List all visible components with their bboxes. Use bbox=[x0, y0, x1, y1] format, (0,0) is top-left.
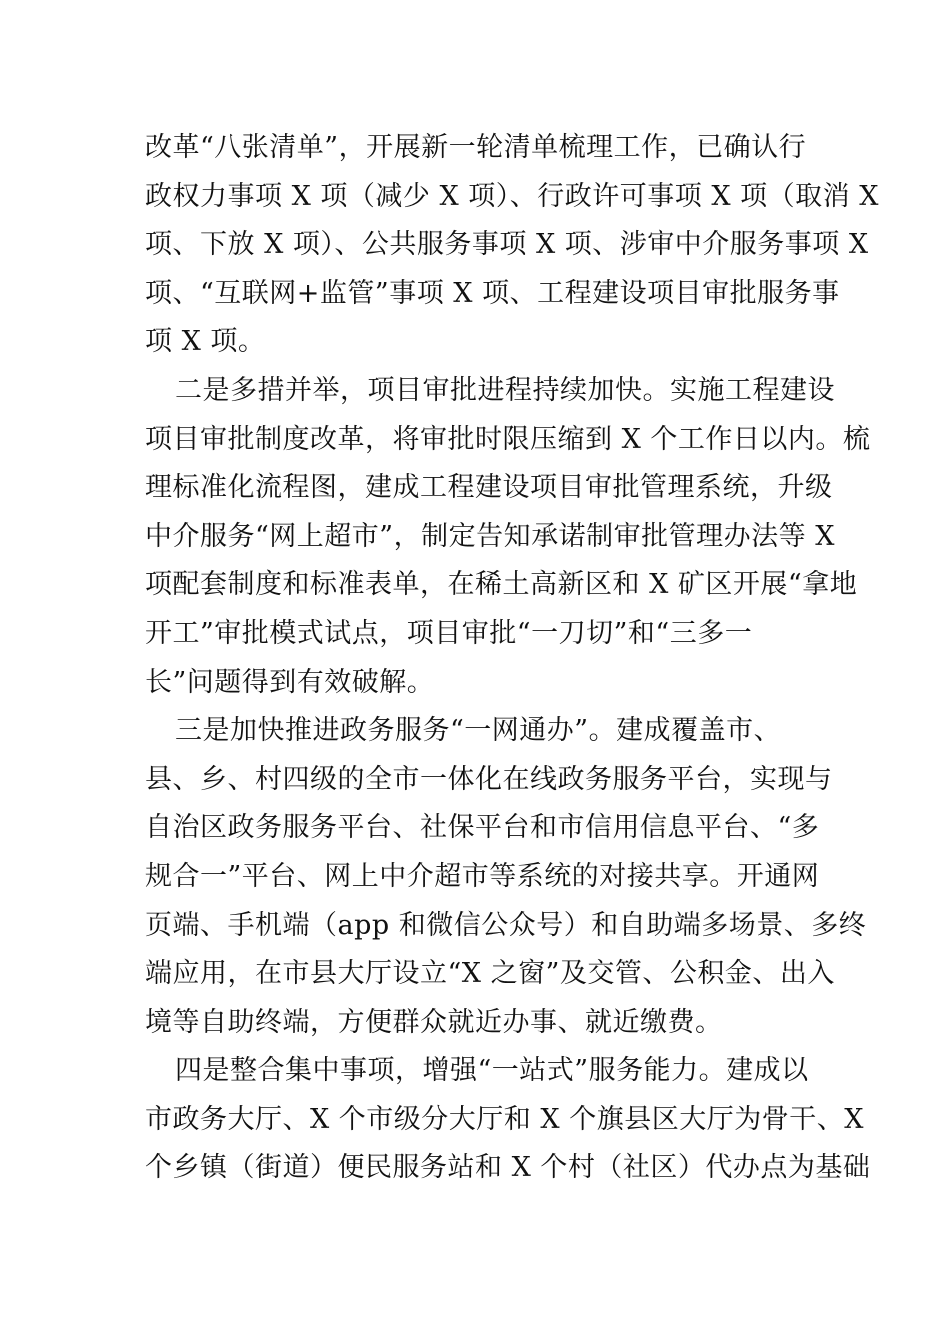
text-line: 项 X 项。 bbox=[145, 326, 266, 358]
text-line: 开工”审批模式试点，项目审批“一刀切”和“三多一 bbox=[145, 617, 753, 649]
text-line: 改革“八张清单”，开展新一轮清单梳理工作，已确认行 bbox=[145, 132, 807, 163]
document-body bbox=[145, 124, 879, 1193]
text-line: 项、“互联网+监管”事项 X 项、工程建设项目审批服务事 bbox=[145, 277, 840, 309]
text-line: 项目审批制度改革，将审批时限压缩到 X 个工作日以内。梳 bbox=[145, 423, 871, 455]
text-line: 中介服务“网上超市”，制定告知承诺制审批管理办法等 X bbox=[145, 520, 835, 552]
text-line: 自治区政务服务平台、社保平台和市信用信息平台、“多 bbox=[145, 812, 820, 844]
text-line: 个乡镇（街道）便民服务站和 X 个村（社区）代办点为基础 bbox=[145, 1152, 871, 1184]
text-line: 三是加快推进政务服务“一网通办”。建成覆盖市、 bbox=[175, 715, 782, 747]
text-line: 政权力事项 X 项（减少 X 项）、行政许可事项 X 项（取消 X bbox=[145, 180, 879, 212]
text-line: 项配套制度和标准表单，在稀土高新区和 X 矿区开展“拿地 bbox=[145, 569, 858, 601]
paragraph-online-services bbox=[145, 707, 867, 1047]
paragraph-one-stop-service bbox=[145, 1047, 871, 1193]
text-line: 端应用，在市县大厅设立“X 之窗”及交管、公积金、出入 bbox=[145, 958, 835, 990]
text-line: 二是多措并举，项目审批进程持续加快。实施工程建设 bbox=[175, 374, 835, 406]
text-line: 四是整合集中事项，增强“一站式”服务能力。建成以 bbox=[175, 1055, 809, 1087]
text-line: 长”问题得到有效破解。 bbox=[145, 666, 435, 698]
text-line: 县、乡、村四级的全市一体化在线政务服务平台，实现与 bbox=[145, 763, 833, 795]
text-line: 市政务大厅、X 个市级分大厅和 X 个旗县区大厅为骨干、X bbox=[145, 1103, 864, 1135]
paragraph-list-reform bbox=[145, 124, 879, 367]
text-line: 页端、手机端（app 和微信公众号）和自助端多场景、多终 bbox=[145, 909, 867, 941]
text-line: 理标准化流程图，建成工程建设项目审批管理系统，升级 bbox=[145, 472, 833, 504]
text-line: 境等自助终端，方便群众就近办事、就近缴费。 bbox=[145, 1006, 723, 1038]
text-line: 规合一”平台、网上中介超市等系统的对接共享。开通网 bbox=[145, 860, 820, 892]
text-line: 项、下放 X 项）、公共服务事项 X 项、涉审中介服务事项 X bbox=[145, 229, 869, 261]
paragraph-project-approval bbox=[145, 367, 871, 707]
